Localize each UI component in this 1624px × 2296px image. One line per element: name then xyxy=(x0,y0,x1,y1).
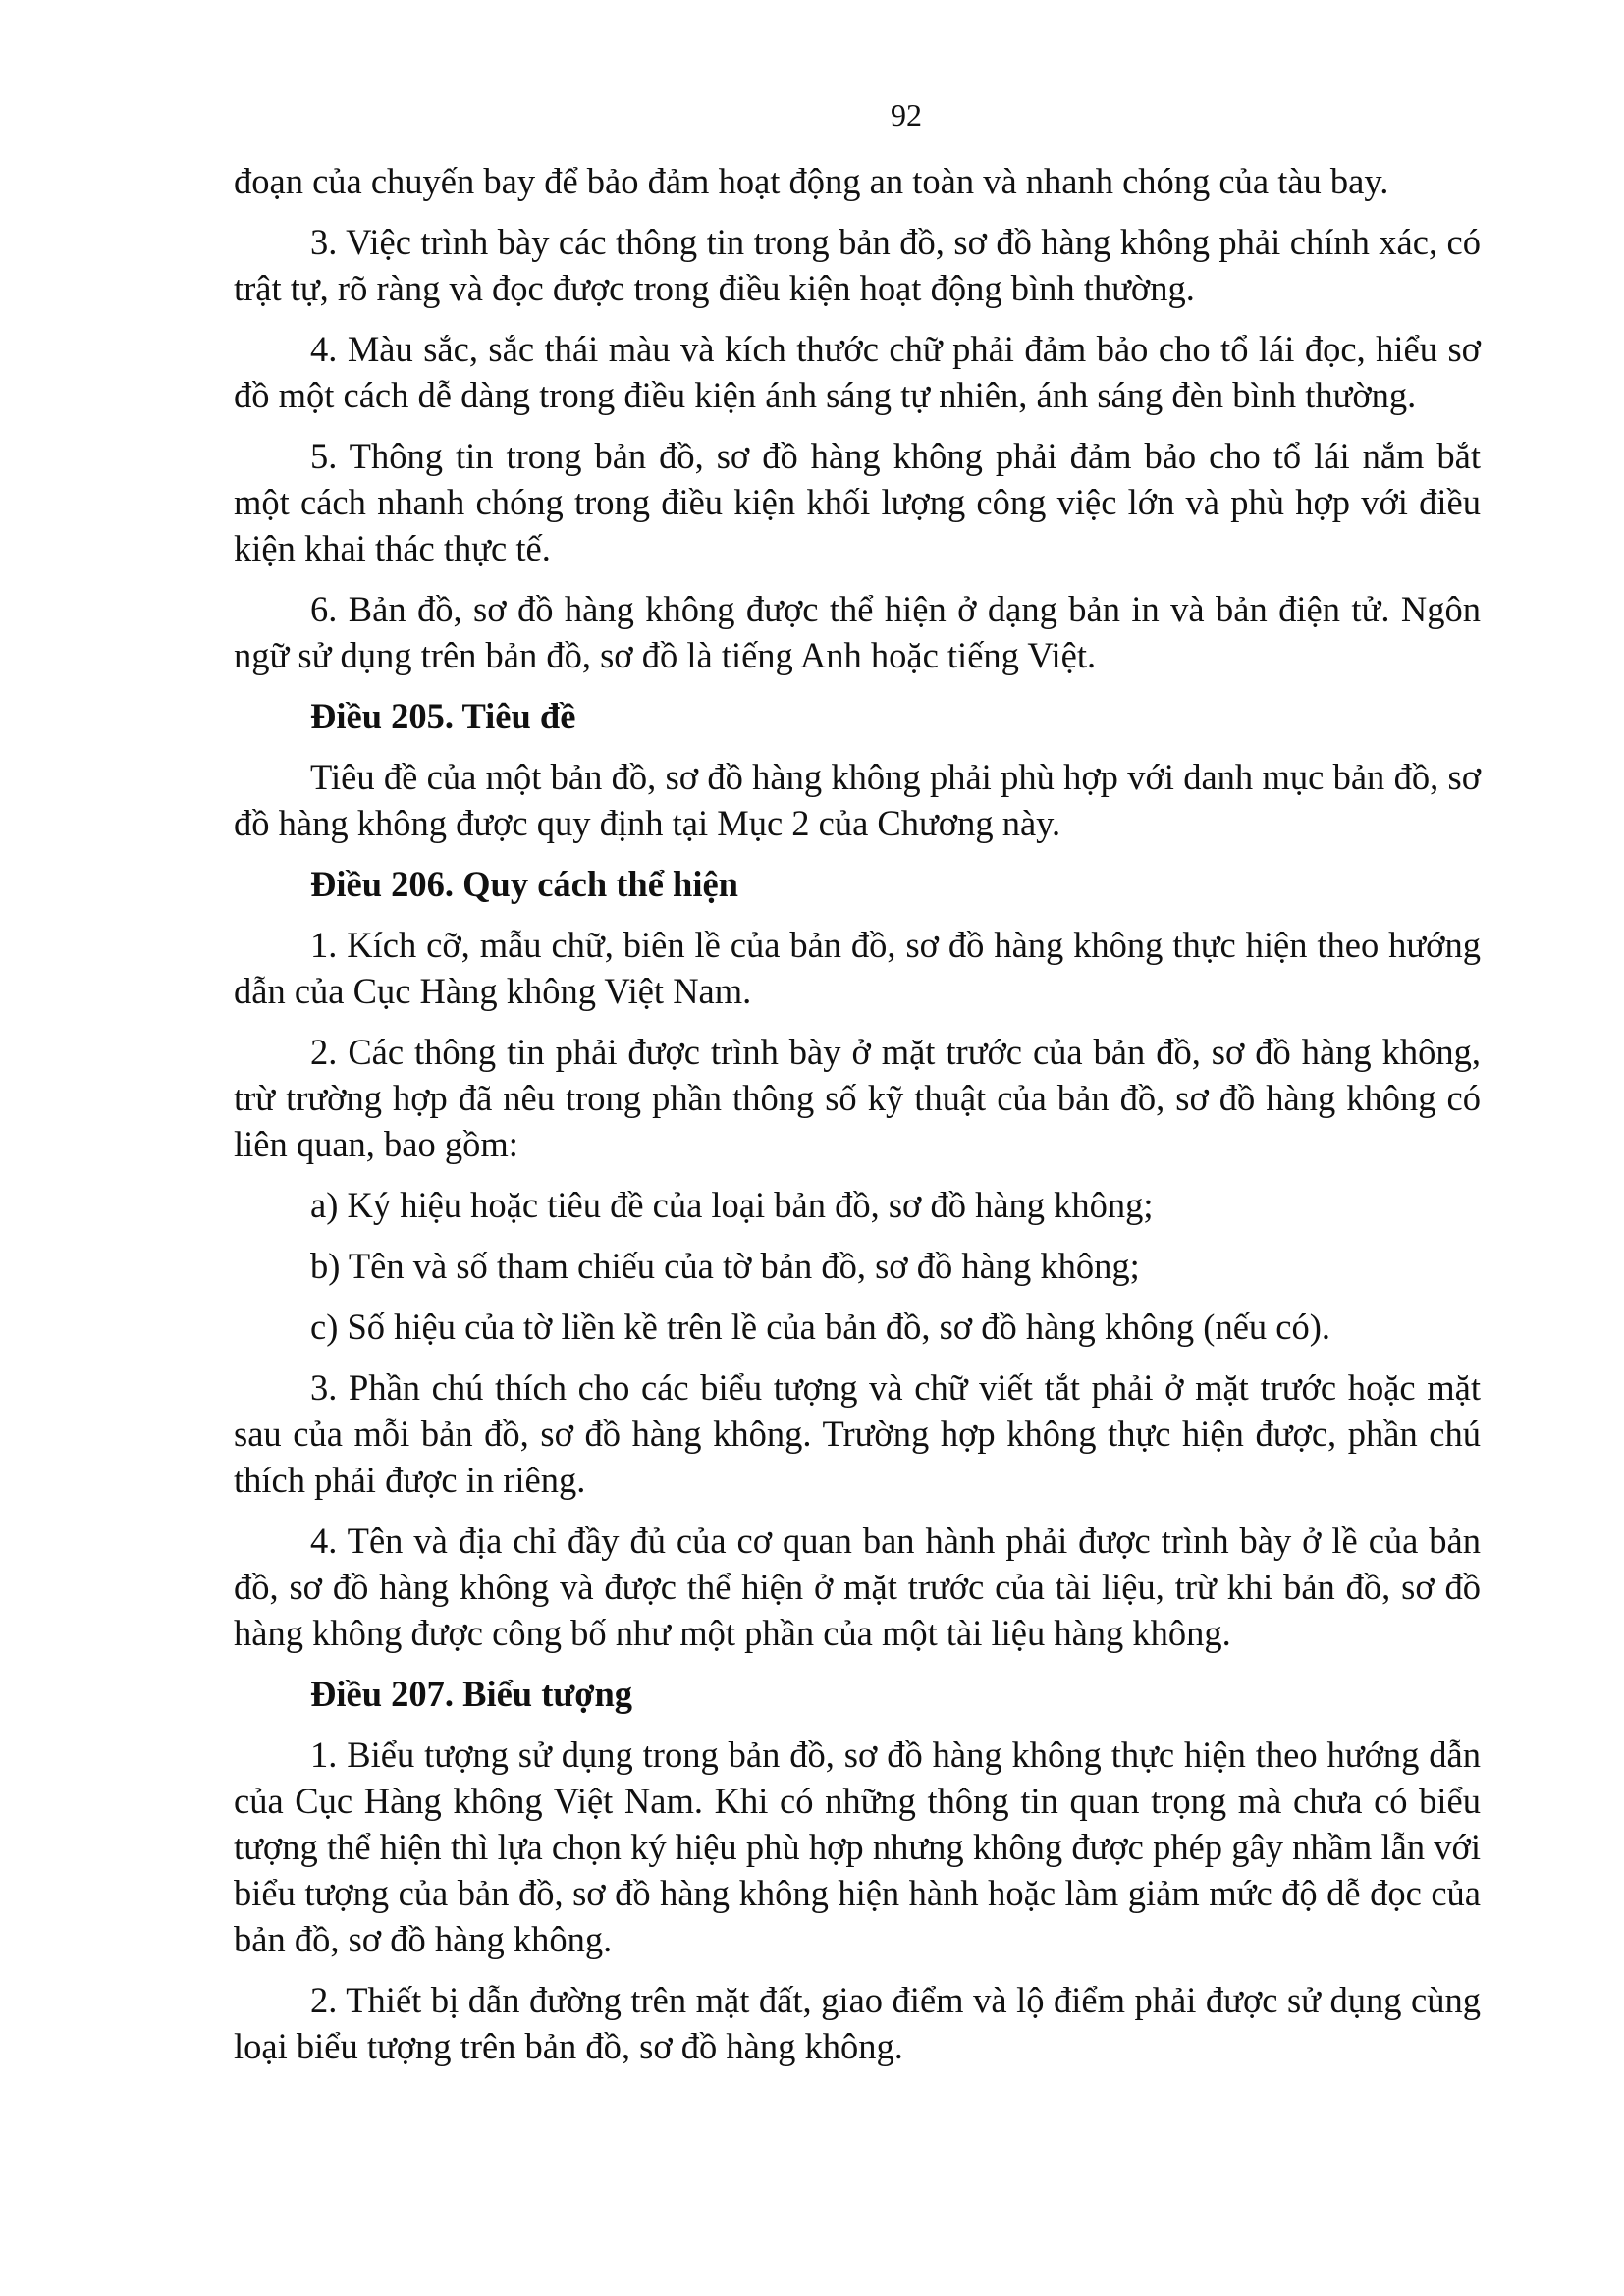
paragraph: đoạn của chuyến bay để bảo đảm hoạt động an toàn và nhanh chóng của tàu bay. xyxy=(234,161,1389,201)
article-heading-206: Điều 206. Quy cách thể hiện xyxy=(310,864,738,904)
article-heading-207: Điều 207. Biểu tượng xyxy=(310,1674,633,1714)
paragraph: 5. Thông tin trong bản đồ, sơ đồ hàng không phải đảm bảo cho tổ lái nắm bắt một cách nhanh chóng trong điều kiện khối lượng công việc lớn và phù hợp với điều kiện khai thác thực tế. xyxy=(234,436,1481,568)
paragraph: 4. Tên và địa chỉ đầy đủ của cơ quan ban hành phải được trình bày ở lề của bản đồ, sơ đồ hàng không và được thể hiện ở mặt trước của tài liệu, trừ khi bản đồ, sơ đồ hàng không được công bố như một phần của một tài liệu hàng không. xyxy=(234,1521,1481,1653)
paragraph: 2. Các thông tin phải được trình bày ở mặt trước của bản đồ, sơ đồ hàng không, trừ trường hợp đã nêu trong phần thông số kỹ thuật của bản đồ, sơ đồ hàng không có liên quan, bao gồm: xyxy=(234,1032,1481,1164)
article-heading-205: Điều 205. Tiêu đề xyxy=(310,696,576,736)
paragraph: 1. Kích cỡ, mẫu chữ, biên lề của bản đồ, sơ đồ hàng không thực hiện theo hướng dẫn của Cục Hàng không Việt Nam. xyxy=(234,925,1481,1011)
paragraph: 3. Phần chú thích cho các biểu tượng và chữ viết tắt phải ở mặt trước hoặc mặt sau của mỗi bản đồ, sơ đồ hàng không. Trường hợp không thực hiện được, phần chú thích phải được in riêng. xyxy=(234,1367,1481,1500)
list-item: a) Ký hiệu hoặc tiêu đề của loại bản đồ, sơ đồ hàng không; xyxy=(310,1185,1154,1225)
list-item: b) Tên và số tham chiếu của tờ bản đồ, sơ đồ hàng không; xyxy=(310,1246,1140,1286)
paragraph: 3. Việc trình bày các thông tin trong bản đồ, sơ đồ hàng không phải chính xác, có trật tự, rõ ràng và đọc được trong điều kiện hoạt động bình thường. xyxy=(234,222,1481,308)
paragraph: 4. Màu sắc, sắc thái màu và kích thước chữ phải đảm bảo cho tổ lái đọc, hiểu sơ đồ một cách dễ dàng trong điều kiện ánh sáng tự nhiên, ánh sáng đèn bình thường. xyxy=(234,329,1481,415)
document-page xyxy=(234,93,1481,2084)
paragraph: 2. Thiết bị dẫn đường trên mặt đất, giao điểm và lộ điểm phải được sử dụng cùng loại biểu tượng trên bản đồ, sơ đồ hàng không. xyxy=(234,1980,1481,2066)
paragraph: 1. Biểu tượng sử dụng trong bản đồ, sơ đồ hàng không thực hiện theo hướng dẫn của Cục Hàng không Việt Nam. Khi có những thông tin quan trọng mà chưa có biểu tượng thể hiện thì lựa chọn ký hiệu phù hợp nhưng không được phép gây nhầm lẫn với biểu tượng của bản đồ, sơ đồ hàng không hiện hành hoặc làm giảm mức độ dễ đọc của bản đồ, sơ đồ hàng không. xyxy=(234,1735,1481,1959)
paragraph: Tiêu đề của một bản đồ, sơ đồ hàng không phải phù hợp với danh mục bản đồ, sơ đồ hàng không được quy định tại Mục 2 của Chương này. xyxy=(234,757,1481,843)
paragraph: 6. Bản đồ, sơ đồ hàng không được thể hiện ở dạng bản in và bản điện tử. Ngôn ngữ sử dụng trên bản đồ, sơ đồ là tiếng Anh hoặc tiếng Việt. xyxy=(234,589,1481,675)
page-number: 92 xyxy=(891,97,922,133)
list-item: c) Số hiệu của tờ liền kề trên lề của bản đồ, sơ đồ hàng không (nếu có). xyxy=(310,1307,1331,1347)
